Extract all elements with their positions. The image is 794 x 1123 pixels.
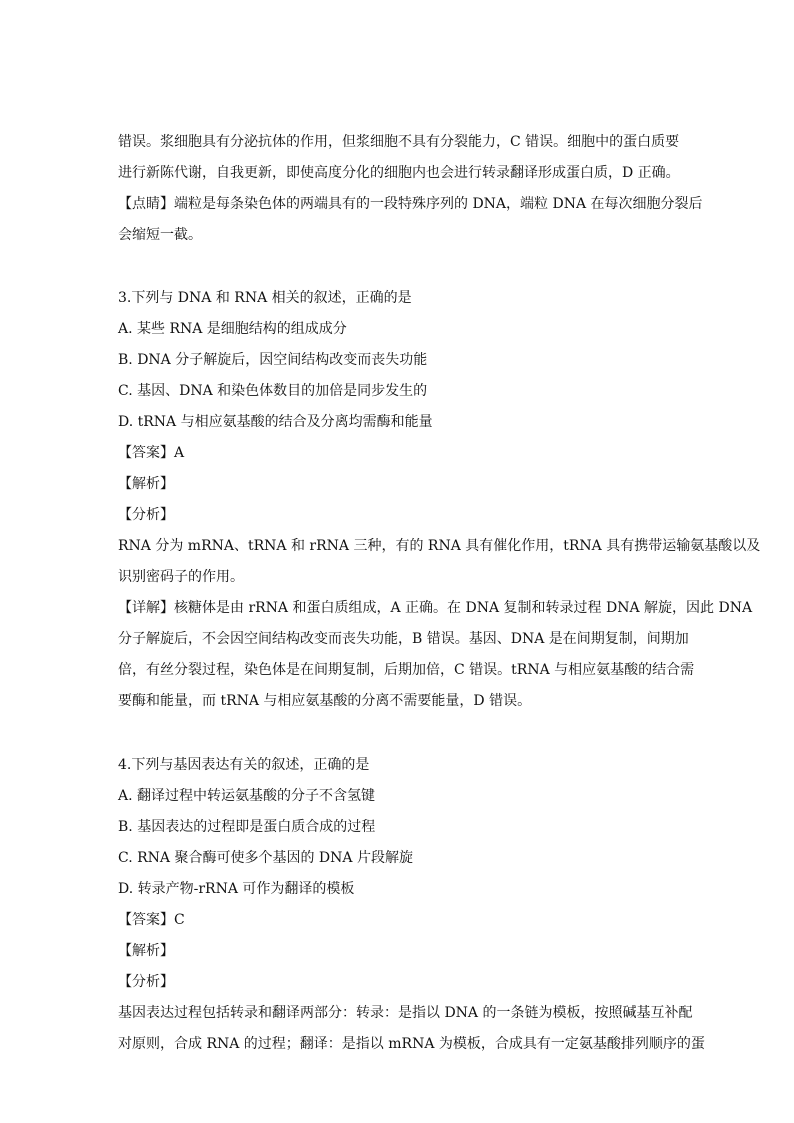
question-4-fenxi-heading: 【分析】 bbox=[118, 974, 174, 990]
question-3-fenxi-text: RNA 分为 mRNA、tRNA 和 rRNA 三种，有的 RNA 具有催化作用，tRNA 具有携带运输氨基酸以及 bbox=[118, 538, 761, 554]
prev-explanation-note: 【点睛】端粒是每条染色体的两端具有的一段特殊序列的 DNA，端粒 DNA 在每次细胞分裂后 bbox=[118, 196, 703, 212]
question-3-fenxi-heading: 【分析】 bbox=[118, 507, 174, 523]
question-3-detail-text: 倍，有丝分裂过程，染色体是在间期复制，后期加倍，C 错误。tRNA 与相应氨基酸的结合需 bbox=[118, 662, 695, 678]
prev-explanation-line: 进行新陈代谢，自我更新，即使高度分化的细胞内也会进行转录翻译形成蛋白质，D 正确。 bbox=[118, 165, 680, 181]
question-3-option-a: A. 某些 RNA 是细胞结构的组成成分 bbox=[118, 321, 347, 337]
question-3-stem: 3.下列与 DNA 和 RNA 相关的叙述，正确的是 bbox=[118, 290, 412, 306]
question-4-stem: 4.下列与基因表达有关的叙述，正确的是 bbox=[118, 757, 370, 773]
question-4-option-c: C. RNA 聚合酶可使多个基因的 DNA 片段解旋 bbox=[118, 850, 413, 866]
question-4-answer: 【答案】C bbox=[118, 912, 185, 928]
question-4-fenxi-text: 基因表达过程包括转录和翻译两部分：转录：是指以 DNA 的一条链为模板，按照碱基互补配 bbox=[118, 1005, 693, 1021]
question-3-detail-text: 分子解旋后，不会因空间结构改变而丧失功能，B 错误。基因、DNA 是在间期复制，间期加 bbox=[118, 631, 689, 647]
prev-explanation-line: 会缩短一截。 bbox=[118, 227, 202, 243]
question-4-option-b: B. 基因表达的过程即是蛋白质合成的过程 bbox=[118, 819, 376, 835]
question-4-fenxi-text: 对原则，合成 RNA 的过程；翻译：是指以 mRNA 为模板，合成具有一定氨基酸排列顺序的蛋 bbox=[118, 1036, 705, 1052]
question-3-fenxi-text: 识别密码子的作用。 bbox=[118, 569, 244, 585]
question-3-option-c: C. 基因、DNA 和染色体数目的加倍是同步发生的 bbox=[118, 383, 428, 399]
question-4-option-d: D. 转录产物-rRNA 可作为翻译的模板 bbox=[118, 881, 355, 897]
question-3-detail-text: 【详解】核糖体是由 rRNA 和蛋白质组成，A 正确。在 DNA 复制和转录过程 DNA 解旋，因此 DNA bbox=[118, 600, 753, 616]
question-3-option-d: D. tRNA 与相应氨基酸的结合及分离均需酶和能量 bbox=[118, 414, 433, 430]
question-4-analysis-heading: 【解析】 bbox=[118, 943, 174, 959]
question-3-option-b: B. DNA 分子解旋后，因空间结构改变而丧失功能 bbox=[118, 352, 428, 368]
question-3-analysis-heading: 【解析】 bbox=[118, 476, 174, 492]
question-4-option-a: A. 翻译过程中转运氨基酸的分子不含氢键 bbox=[118, 788, 376, 804]
prev-explanation-line: 错误。浆细胞具有分泌抗体的作用，但浆细胞不具有分裂能力，C 错误。细胞中的蛋白质要 bbox=[118, 134, 680, 150]
question-3-answer: 【答案】A bbox=[118, 445, 185, 461]
question-3-detail-text: 要酶和能量，而 tRNA 与相应氨基酸的分离不需要能量，D 错误。 bbox=[118, 693, 532, 709]
